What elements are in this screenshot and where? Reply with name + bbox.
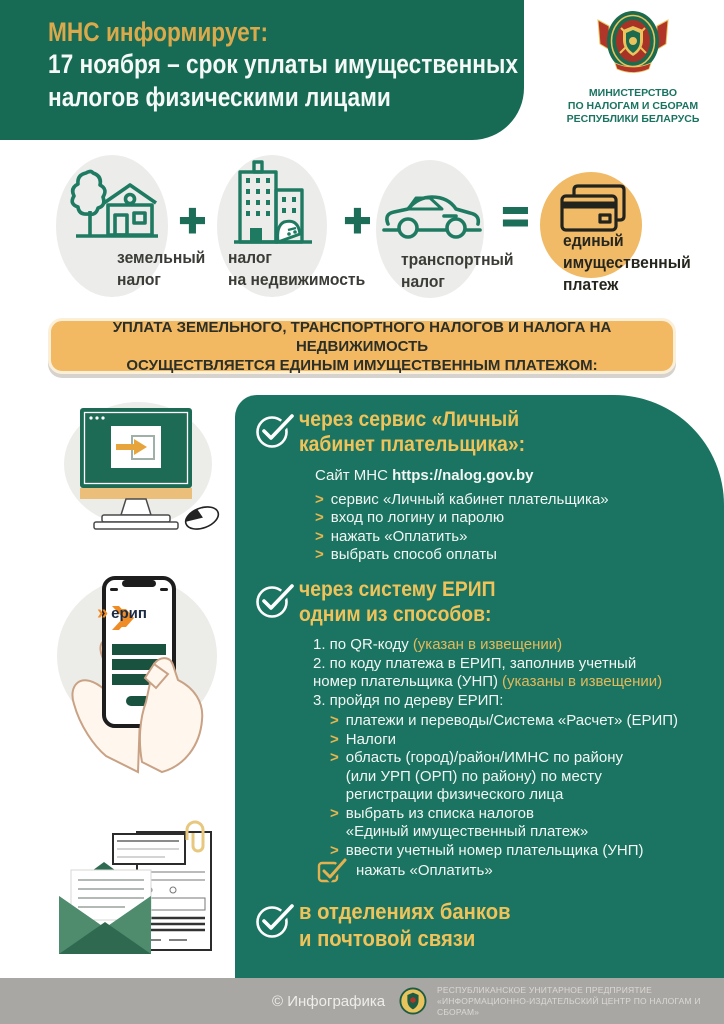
header-banner xyxy=(0,0,524,140)
computer-illustration xyxy=(50,398,225,538)
list-item: > выбрать способ оплаты xyxy=(315,546,497,563)
section2-heading: через систему ЕРИП одним из способов: xyxy=(299,578,496,626)
header-text xyxy=(48,16,518,114)
real-estate-tax-label: налог на недвижимость xyxy=(228,248,366,289)
check-circle-icon xyxy=(254,581,298,621)
header-title-line2: налогов физическими лицами xyxy=(48,82,391,112)
list-item: > платежи и переводы/Система «Расчет» (ЕРИП) xyxy=(330,712,679,729)
copyright-label: © Инфографика xyxy=(272,992,386,1010)
car-icon xyxy=(382,186,482,242)
list-item: 1. по QR-коду (указан в извещении) xyxy=(313,636,563,653)
banner-line1: УПЛАТА ЗЕМЕЛЬНОГО, ТРАНСПОРТНОГО НАЛОГОВ И НАЛОГА НА НЕДВИЖИМОСТЬ xyxy=(112,318,612,355)
payment-methods-panel xyxy=(235,395,724,978)
section2-steps xyxy=(313,636,709,710)
section1-heading: через сервис «Личный кабинет плательщика»: xyxy=(299,408,526,456)
publisher-name: РЕСПУБЛИКАНСКОЕ УНИТАРНОЕ ПРЕДПРИЯТИЕ «ИНФОРМАЦИОННО-ИЗДАТЕЛЬСКИЙ ЦЕНТР ПО НАЛОГАМ И СБОРАМ» xyxy=(437,984,701,1017)
tax-notice-envelope-illustration xyxy=(45,818,230,968)
list-item: 3. пройдя по дереву ЕРИП: xyxy=(313,691,504,709)
check-circle-icon xyxy=(254,411,298,451)
plus-operator: + xyxy=(344,194,371,246)
banner-line2: ОСУЩЕСТВЛЯЕТСЯ ЕДИНЫМ ИМУЩЕСТВЕННЫМ ПЛАТЕЖОМ: xyxy=(126,356,598,374)
equals-operator: = xyxy=(502,190,529,242)
erip-logo-text: ерип xyxy=(111,604,147,622)
list-item: > выбрать из списка налогов «Единый имущественный платеж» xyxy=(330,804,589,840)
header-title-line1: 17 ноября – срок уплаты имущественных xyxy=(48,49,518,79)
ministry-name: МИНИСТЕРСТВО ПО НАЛОГАМ И СБОРАМ РЕСПУБЛИКИ БЕЛАРУСЬ xyxy=(566,87,700,125)
pay-checkbox-row: нажать «Оплатить» xyxy=(317,857,493,883)
ministry-logo-block xyxy=(550,8,716,126)
buildings-icon xyxy=(232,160,314,252)
nalog-gov-by-link[interactable]: https://nalog.gov.by xyxy=(392,467,534,484)
list-item: > Налоги xyxy=(330,730,397,748)
ministry-emblem-icon xyxy=(596,8,670,78)
erip-chevron-icon: » xyxy=(97,602,109,624)
list-item: > вход по логину и паролю xyxy=(315,509,505,526)
house-tree-icon xyxy=(68,163,160,249)
publisher-emblem-icon xyxy=(399,986,427,1016)
list-item: > нажать «Оплатить» xyxy=(315,527,468,545)
list-item: > область (город)/район/ИМНС по району (или УРП (ОРП) по району) по месту регистрации физического лица xyxy=(330,749,624,803)
erip-tree-list xyxy=(330,712,705,860)
land-tax-label: земельный налог xyxy=(117,248,206,289)
plus-operator: + xyxy=(179,194,206,246)
section3-heading: в отделениях банков и почтовой связи xyxy=(299,899,511,951)
header-kicker: МНС информирует: xyxy=(48,17,269,47)
footer-bar xyxy=(0,978,724,1024)
single-payment-label: единый имущественный платеж xyxy=(563,231,691,294)
list-item: > ввести учетный номер плательщика (УНП) xyxy=(330,841,644,859)
payment-cards-icon xyxy=(558,182,628,236)
checkbox-check-icon xyxy=(317,857,347,883)
transport-tax-label: транспортный налог xyxy=(401,250,514,291)
list-item: > сервис «Личный кабинет плательщика» xyxy=(315,490,609,508)
check-circle-icon xyxy=(254,901,298,941)
erip-logo xyxy=(97,604,147,622)
site-line: Сайт МНС https://nalog.gov.by xyxy=(315,467,534,484)
list-item: 2. по коду платежа в ЕРИП, заполнив учетный номер плательщика (УНП) (указаны в извещении) xyxy=(313,654,663,690)
payment-rule-banner xyxy=(48,318,676,374)
section1-body xyxy=(315,467,705,565)
phone-in-hands-illustration xyxy=(42,568,237,798)
